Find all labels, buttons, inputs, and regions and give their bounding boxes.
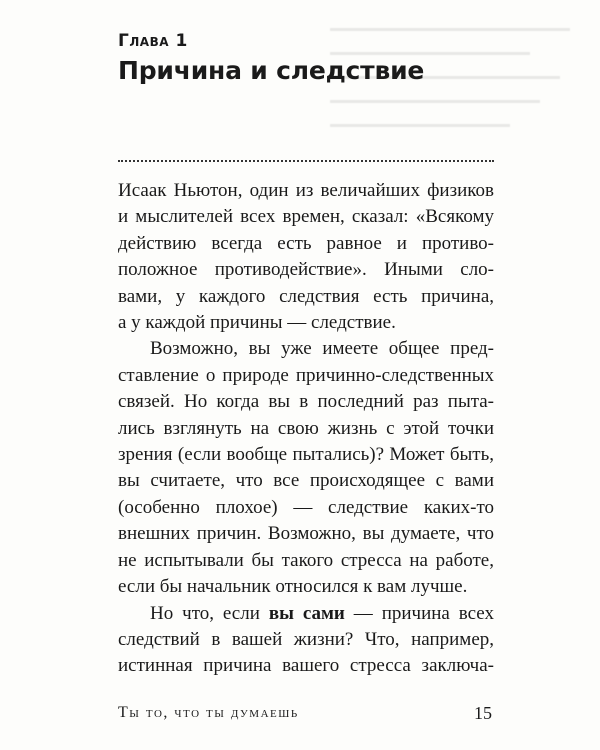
text-line: истинная причина вашего стресса заключа- (118, 655, 494, 677)
text-line: действию всегда есть равное и противо- (118, 232, 494, 254)
emphasis-text: вы сами (268, 602, 345, 624)
text-line: ставление о природе причинно-следственных (118, 364, 494, 386)
text-run: — причина всех (344, 602, 494, 624)
text-line: Исаак Ньютон, один из величайших физиков (118, 180, 494, 201)
text-line: вами, у каждого следствия есть причина, (118, 285, 494, 307)
paragraph-1 (118, 178, 494, 336)
text-line: положное противодействие». Иными сло- (118, 259, 494, 281)
text-line: следствий в вашей жизни? Что, например, (118, 628, 494, 650)
text-line: зрения (если вообще пытались)? Может быть, (118, 444, 494, 466)
text-line: Возможно, вы уже имеете общее пред- (150, 338, 494, 360)
text-line (118, 601, 494, 627)
running-footer-title: Ты то, что ты думаешь (118, 704, 299, 721)
text-line: не испытывали бы такого стресса на работе, (118, 549, 494, 571)
page-number: 15 (474, 703, 492, 723)
text-line: связей. Но когда вы в последний раз пыта- (118, 391, 494, 413)
text-line: вы считаете, что все происходящее с вами (118, 470, 494, 492)
paragraph-3 (118, 601, 494, 680)
text-line: а у каждой причины — следствие. (118, 312, 396, 334)
text-line: если бы начальник относился к вам лучше. (118, 576, 468, 598)
text-run: Но что, если (150, 602, 269, 624)
body-text (118, 178, 494, 680)
text-line: и мыслителей всех времен, сказал: «Всякому (118, 206, 494, 228)
paragraph-2 (118, 336, 494, 600)
text-line: (особенно плохое) — следствие каких-то (118, 496, 494, 518)
text-line: лись взглянуть на свою жизнь с этой точки (118, 417, 494, 439)
chapter-label: Глава 1 (118, 31, 188, 51)
text-line: внешних причин. Возможно, вы думаете, что (118, 523, 494, 545)
chapter-title: Причина и следствие (118, 56, 425, 85)
dotted-divider (118, 160, 494, 162)
